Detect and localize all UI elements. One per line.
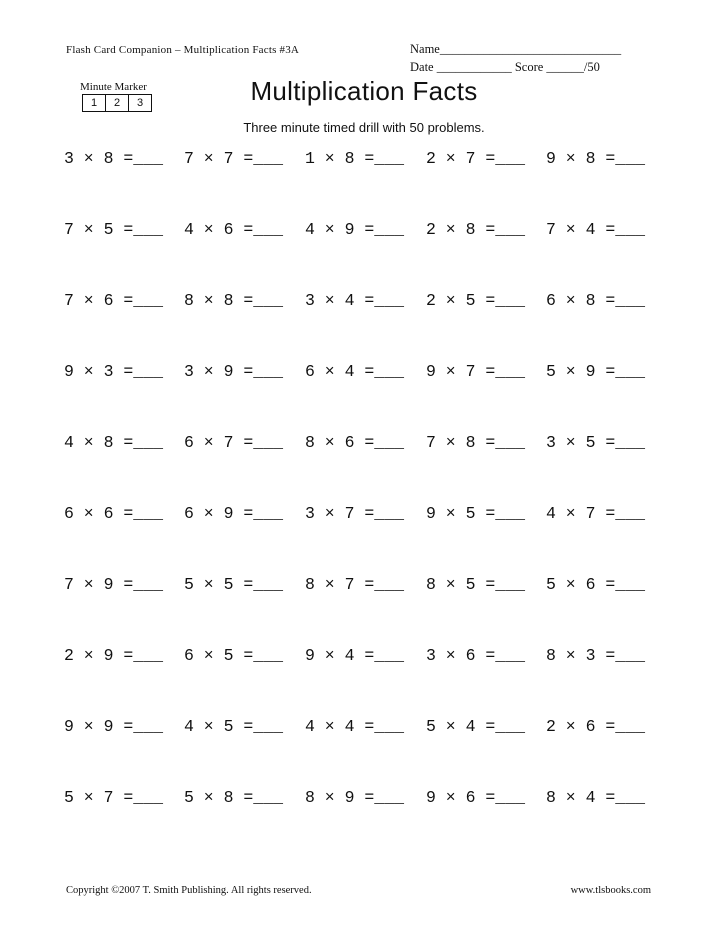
problem: 7 × 8 =___ (426, 432, 526, 452)
problem: 6 × 9 =___ (184, 503, 284, 523)
minute-box-1: 1 (83, 95, 106, 111)
problem: 2 × 5 =___ (426, 290, 526, 310)
copyright-notice: Copyright ©2007 T. Smith Publishing. All rights reserved. (66, 885, 312, 896)
problem: 9 × 5 =___ (426, 503, 526, 523)
problem: 6 × 7 =___ (184, 432, 284, 452)
problem: 2 × 6 =___ (546, 716, 646, 736)
series-title: Flash Card Companion – Multiplication Facts #3A (66, 44, 300, 56)
problem: 9 × 8 =___ (546, 148, 646, 168)
problem: 9 × 7 =___ (426, 361, 526, 381)
problem: 5 × 8 =___ (184, 787, 284, 807)
problem: 6 × 4 =___ (305, 361, 405, 381)
problem: 7 × 7 =___ (184, 148, 284, 168)
problem-row (0, 351, 728, 391)
problem-row (0, 493, 728, 533)
problem: 3 × 6 =___ (426, 645, 526, 665)
problem: 2 × 7 =___ (426, 148, 526, 168)
problem: 4 × 7 =___ (546, 503, 646, 523)
problem: 6 × 8 =___ (546, 290, 646, 310)
problem: 8 × 3 =___ (546, 645, 646, 665)
page-subtitle: Three minute timed drill with 50 problems. (243, 120, 485, 135)
problem: 3 × 4 =___ (305, 290, 405, 310)
problem: 5 × 6 =___ (546, 574, 646, 594)
problem: 8 × 8 =___ (184, 290, 284, 310)
problem: 4 × 8 =___ (64, 432, 164, 452)
problem: 5 × 7 =___ (64, 787, 164, 807)
problem: 6 × 5 =___ (184, 645, 284, 665)
problem: 4 × 9 =___ (305, 219, 405, 239)
problem: 5 × 9 =___ (546, 361, 646, 381)
problem-row (0, 209, 728, 249)
problem-row (0, 635, 728, 675)
problem: 5 × 4 =___ (426, 716, 526, 736)
problem: 7 × 9 =___ (64, 574, 164, 594)
page-title: Multiplication Facts (250, 76, 478, 106)
problem: 5 × 5 =___ (184, 574, 284, 594)
name-field: Name_____________________________ (410, 42, 622, 56)
problem-row (0, 777, 728, 817)
problem-row (0, 138, 728, 178)
problem: 8 × 5 =___ (426, 574, 526, 594)
problem: 3 × 9 =___ (184, 361, 284, 381)
problem: 9 × 9 =___ (64, 716, 164, 736)
problem: 3 × 7 =___ (305, 503, 405, 523)
problem: 7 × 5 =___ (64, 219, 164, 239)
problem: 9 × 6 =___ (426, 787, 526, 807)
problem-row (0, 564, 728, 604)
problem: 4 × 6 =___ (184, 219, 284, 239)
problem: 4 × 4 =___ (305, 716, 405, 736)
date-score-field: Date ____________ Score ______/50 (410, 60, 600, 74)
minute-marker-title: Minute Marker (80, 81, 147, 93)
problem: 4 × 5 =___ (184, 716, 284, 736)
problem: 2 × 8 =___ (426, 219, 526, 239)
problem-row (0, 706, 728, 746)
problem-row (0, 422, 728, 462)
problem: 9 × 3 =___ (64, 361, 164, 381)
website-link: www.tlsbooks.com (570, 885, 651, 896)
problem: 8 × 9 =___ (305, 787, 405, 807)
minute-box-2: 2 (106, 95, 129, 111)
problem: 1 × 8 =___ (305, 148, 405, 168)
problem: 7 × 6 =___ (64, 290, 164, 310)
problem: 7 × 4 =___ (546, 219, 646, 239)
problem: 8 × 7 =___ (305, 574, 405, 594)
problem-row (0, 280, 728, 320)
problem: 3 × 5 =___ (546, 432, 646, 452)
problem: 6 × 6 =___ (64, 503, 164, 523)
minute-box-3: 3 (136, 97, 144, 109)
problem: 2 × 9 =___ (64, 645, 164, 665)
problem: 8 × 4 =___ (546, 787, 646, 807)
problem: 8 × 6 =___ (305, 432, 405, 452)
problem: 3 × 8 =___ (64, 148, 164, 168)
problem: 9 × 4 =___ (305, 645, 405, 665)
